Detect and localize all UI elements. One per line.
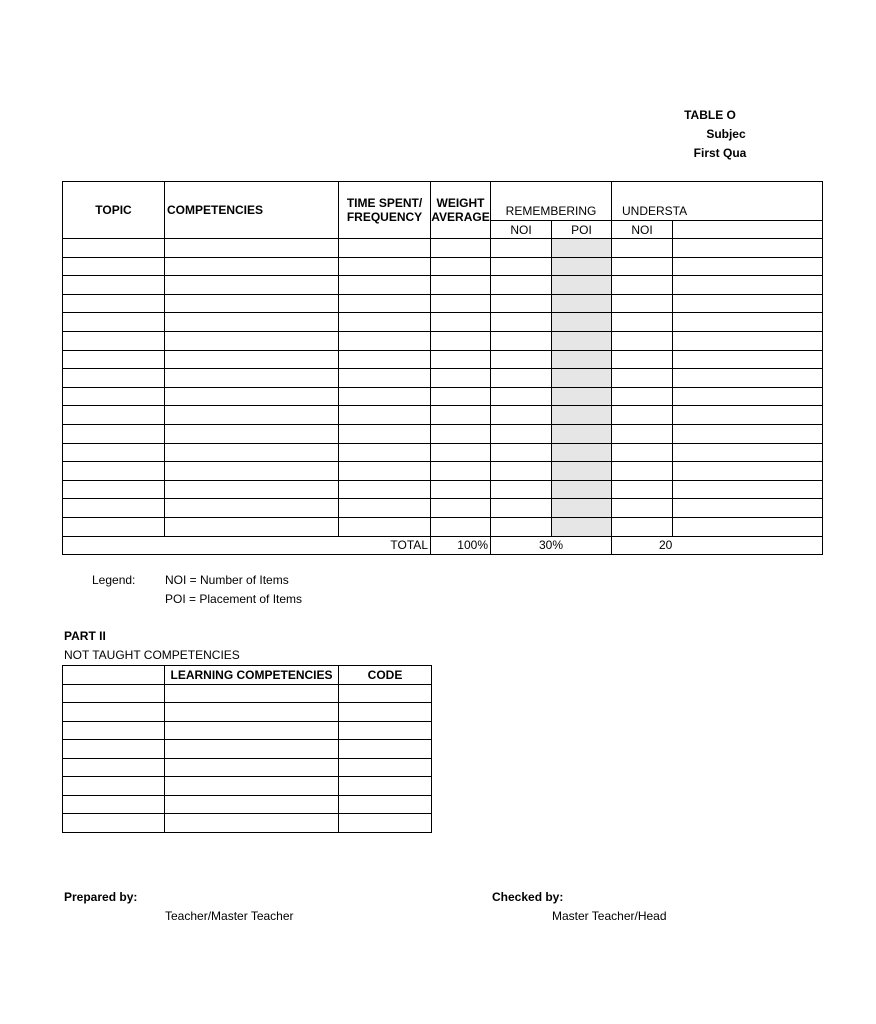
table-cell <box>491 276 552 295</box>
table-row <box>63 424 823 443</box>
table-cell <box>63 424 165 443</box>
table-cell <box>339 721 432 740</box>
table-cell <box>673 257 823 276</box>
table-row <box>63 721 432 740</box>
table-cell <box>491 424 552 443</box>
table-cell <box>431 499 491 518</box>
table-cell <box>339 276 431 295</box>
total-label: TOTAL <box>63 536 431 554</box>
table-cell <box>63 350 165 369</box>
table-cell <box>165 350 339 369</box>
table-cell <box>612 499 673 518</box>
col-weight: WEIGHT AVERAGE <box>431 182 491 239</box>
table-cell <box>63 443 165 462</box>
table-row <box>63 480 823 499</box>
table-cell <box>552 443 612 462</box>
table-cell <box>431 257 491 276</box>
table-cell <box>339 239 431 258</box>
table-cell <box>339 406 431 425</box>
table-cell <box>491 480 552 499</box>
table-cell <box>165 684 339 703</box>
table-row <box>63 276 823 295</box>
table-row <box>63 777 432 796</box>
table-row <box>63 795 432 814</box>
table-cell <box>165 331 339 350</box>
table-cell <box>552 462 612 481</box>
prepared-role: Teacher/Master Teacher <box>165 909 294 923</box>
legend-label: Legend: <box>92 573 136 587</box>
table-row <box>63 814 432 833</box>
table-cell <box>491 331 552 350</box>
table-cell <box>431 239 491 258</box>
header-row <box>63 666 432 685</box>
table-cell <box>673 294 823 313</box>
table-cell <box>165 795 339 814</box>
table-cell <box>165 313 339 332</box>
table-row <box>63 350 823 369</box>
table-cell <box>491 462 552 481</box>
not-taught-body <box>63 684 432 832</box>
table-cell <box>165 814 339 833</box>
table-cell <box>165 369 339 388</box>
table-cell <box>612 406 673 425</box>
legend-noi: NOI = Number of Items <box>165 573 289 587</box>
col-poi: POI <box>552 221 612 239</box>
table-cell <box>165 499 339 518</box>
table-row <box>63 703 432 722</box>
table-cell <box>63 294 165 313</box>
table-cell <box>339 294 431 313</box>
table-cell <box>491 406 552 425</box>
checked-by-label: Checked by: <box>492 890 564 904</box>
tos-table <box>62 181 823 555</box>
checked-role: Master Teacher/Head <box>552 909 667 923</box>
table-cell <box>431 480 491 499</box>
table-cell <box>63 369 165 388</box>
table-row <box>63 239 823 258</box>
table-cell <box>431 387 491 406</box>
table-cell <box>612 239 673 258</box>
table-cell <box>491 499 552 518</box>
table-cell <box>165 257 339 276</box>
table-cell <box>673 443 823 462</box>
table-cell <box>673 313 823 332</box>
table-cell <box>63 406 165 425</box>
total-understanding: 20 <box>612 536 823 554</box>
table-cell <box>339 480 431 499</box>
table-cell <box>491 294 552 313</box>
table-cell <box>552 369 612 388</box>
table-cell <box>491 313 552 332</box>
table-cell <box>63 795 165 814</box>
table-cell <box>552 331 612 350</box>
table-cell <box>552 480 612 499</box>
table-cell <box>552 499 612 518</box>
table-cell <box>431 424 491 443</box>
table-cell <box>63 313 165 332</box>
table-cell <box>552 387 612 406</box>
prepared-by-label: Prepared by: <box>64 890 138 904</box>
table-cell <box>63 684 165 703</box>
table-cell <box>612 331 673 350</box>
table-row <box>63 443 823 462</box>
blank-header <box>63 666 165 685</box>
doc-quarter: First Qua <box>693 146 747 160</box>
table-row <box>63 313 823 332</box>
table-cell <box>673 480 823 499</box>
table-cell <box>339 331 431 350</box>
col-code: CODE <box>339 666 432 685</box>
table-cell <box>431 443 491 462</box>
table-cell <box>339 387 431 406</box>
header-row <box>63 182 823 221</box>
legend-poi: POI = Placement of Items <box>165 592 303 606</box>
table-cell <box>552 517 612 536</box>
table-row <box>63 517 823 536</box>
table-cell <box>431 313 491 332</box>
table-cell <box>165 443 339 462</box>
table-row <box>63 331 823 350</box>
table-cell <box>63 276 165 295</box>
table-cell <box>491 387 552 406</box>
table-cell <box>339 257 431 276</box>
table-cell <box>431 294 491 313</box>
table-cell <box>552 257 612 276</box>
table-row <box>63 462 823 481</box>
table-cell <box>165 721 339 740</box>
table-cell <box>612 350 673 369</box>
table-cell <box>63 777 165 796</box>
part2-title: PART II <box>64 629 106 643</box>
table-cell <box>673 517 823 536</box>
col-topic: TOPIC <box>63 182 165 239</box>
table-row <box>63 369 823 388</box>
total-row <box>63 536 823 554</box>
table-row <box>63 499 823 518</box>
table-row <box>63 684 432 703</box>
table-cell <box>63 331 165 350</box>
table-cell <box>339 703 432 722</box>
table-cell <box>673 387 823 406</box>
col-poi-2 <box>673 221 823 239</box>
table-cell <box>339 462 431 481</box>
table-cell <box>431 369 491 388</box>
table-row <box>63 406 823 425</box>
table-cell <box>339 517 431 536</box>
table-cell <box>63 517 165 536</box>
col-remembering: REMEMBERING <box>491 182 612 221</box>
table-cell <box>673 350 823 369</box>
table-cell <box>165 387 339 406</box>
table-cell <box>431 331 491 350</box>
table-cell <box>63 499 165 518</box>
table-cell <box>339 740 432 759</box>
table-cell <box>673 406 823 425</box>
table-cell <box>431 517 491 536</box>
table-cell <box>339 795 432 814</box>
table-cell <box>63 387 165 406</box>
table-cell <box>673 369 823 388</box>
table-cell <box>339 443 431 462</box>
table-cell <box>612 443 673 462</box>
doc-title: TABLE O <box>684 108 736 122</box>
table-cell <box>612 276 673 295</box>
part2-subtitle: NOT TAUGHT COMPETENCIES <box>64 648 240 662</box>
total-weight: 100% <box>431 536 491 554</box>
table-cell <box>165 294 339 313</box>
table-cell <box>612 257 673 276</box>
table-row <box>63 294 823 313</box>
table-cell <box>165 777 339 796</box>
not-taught-table <box>62 665 432 833</box>
table-cell <box>63 814 165 833</box>
table-row <box>63 387 823 406</box>
col-noi: NOI <box>491 221 552 239</box>
total-remembering: 30% <box>491 536 612 554</box>
col-time-spent: TIME SPENT/ FREQUENCY <box>339 182 431 239</box>
table-cell <box>63 703 165 722</box>
table-cell <box>552 313 612 332</box>
table-cell <box>673 276 823 295</box>
table-cell <box>63 257 165 276</box>
table-cell <box>165 758 339 777</box>
col-learning-competencies: LEARNING COMPETENCIES <box>165 666 339 685</box>
table-cell <box>552 294 612 313</box>
col-understanding: UNDERSTA <box>612 182 823 221</box>
table-cell <box>339 350 431 369</box>
table-cell <box>552 406 612 425</box>
table-cell <box>673 239 823 258</box>
table-cell <box>612 480 673 499</box>
tos-body <box>63 239 823 537</box>
doc-subject: Subjec <box>706 127 746 141</box>
table-cell <box>165 480 339 499</box>
table-cell <box>552 276 612 295</box>
table-cell <box>612 294 673 313</box>
table-cell <box>612 462 673 481</box>
table-cell <box>431 276 491 295</box>
table-cell <box>165 703 339 722</box>
table-cell <box>673 424 823 443</box>
table-row <box>63 740 432 759</box>
table-cell <box>491 517 552 536</box>
table-cell <box>339 684 432 703</box>
table-cell <box>673 331 823 350</box>
table-cell <box>612 369 673 388</box>
table-cell <box>612 517 673 536</box>
table-cell <box>491 257 552 276</box>
table-cell <box>491 239 552 258</box>
table-cell <box>165 276 339 295</box>
table-cell <box>491 350 552 369</box>
table-cell <box>339 369 431 388</box>
table-cell <box>339 814 432 833</box>
table-cell <box>673 499 823 518</box>
table-cell <box>612 387 673 406</box>
table-cell <box>165 424 339 443</box>
table-cell <box>165 239 339 258</box>
table-cell <box>165 462 339 481</box>
table-cell <box>552 350 612 369</box>
table-cell <box>339 424 431 443</box>
table-row <box>63 758 432 777</box>
col-noi: NOI <box>612 221 673 239</box>
table-cell <box>431 406 491 425</box>
table-cell <box>165 740 339 759</box>
table-cell <box>63 758 165 777</box>
table-cell <box>63 721 165 740</box>
table-cell <box>339 499 431 518</box>
table-cell <box>339 758 432 777</box>
table-cell <box>63 740 165 759</box>
table-cell <box>431 350 491 369</box>
table-cell <box>63 462 165 481</box>
table-cell <box>612 313 673 332</box>
table-cell <box>339 777 432 796</box>
table-cell <box>673 462 823 481</box>
table-cell <box>63 239 165 258</box>
table-cell <box>552 239 612 258</box>
table-cell <box>431 462 491 481</box>
table-cell <box>491 443 552 462</box>
table-cell <box>165 406 339 425</box>
table-row <box>63 257 823 276</box>
table-cell <box>339 313 431 332</box>
col-competencies: COMPETENCIES <box>165 182 339 239</box>
table-cell <box>165 517 339 536</box>
table-cell <box>612 424 673 443</box>
table-cell <box>552 424 612 443</box>
table-cell <box>63 480 165 499</box>
table-cell <box>491 369 552 388</box>
